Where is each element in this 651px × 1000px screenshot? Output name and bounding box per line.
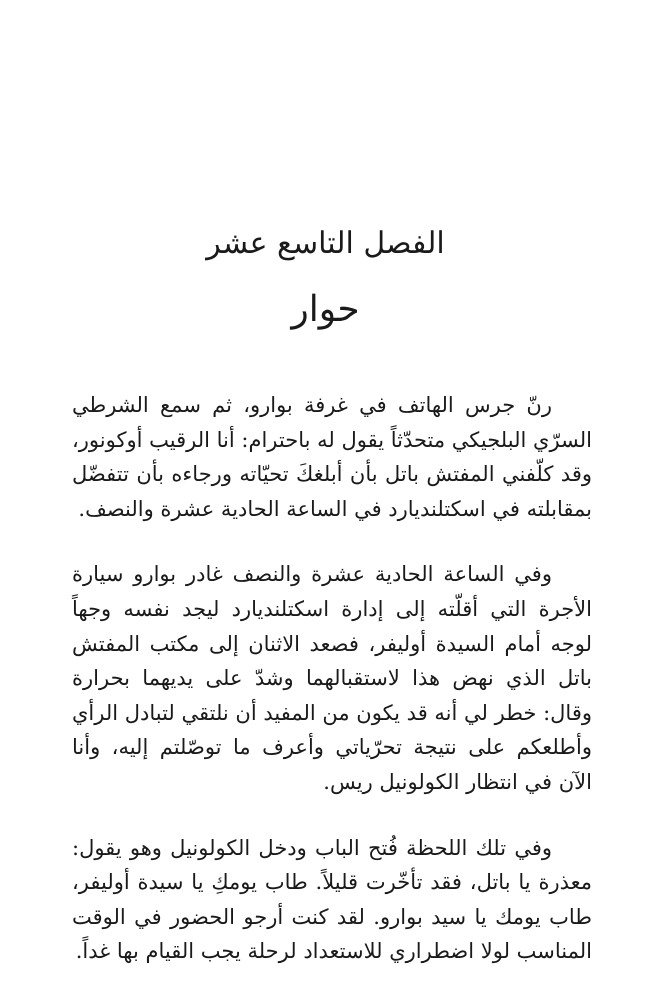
text-line: لوجه أمام السيدة أوليفر، فصعد الاثنان إلى مكتب المفتش bbox=[72, 631, 592, 656]
text-line: المناسب لولا اضطراري للاستعداد لرحلة يجب القيام بها غداً. bbox=[75, 939, 592, 964]
text-line: معذرة يا باتل، فقد تأخّرت قليلاً. طاب يومكِ يا سيدة أوليفر، bbox=[72, 870, 592, 895]
text-line: وقال: خطر لي أنه قد يكون من المفيد أن نلتقي لتبادل الرأي bbox=[71, 700, 592, 725]
paragraph-2 bbox=[72, 557, 592, 799]
text-line: الأجرة التي أقلّته إلى إدارة اسكتلنديارد ليجد نفسه وجهاً bbox=[72, 596, 592, 621]
text-line: طاب يومك يا سيد بوارو. لقد كنت أرجو الحضور في الوقت bbox=[72, 904, 592, 929]
text-line: السرّي البلجيكي متحدّثاً يقول له باحترام: أنا الرقيب أوكونور، bbox=[72, 427, 592, 452]
text-line: بمقابلته في اسكتلنديارد في الساعة الحادية عشرة والنصف. bbox=[78, 496, 592, 521]
text-line: باتل الذي نهض هذا لاستقبالهما وشدّ على يديهما بحرارة bbox=[72, 666, 592, 691]
text-line: وقد كلّفني المفتش باتل بأن أبلغكَ تحيّاته ورجاءه بأن تتفضّل bbox=[72, 462, 592, 487]
text-line: الآن في انتظار الكولونيل ريس. bbox=[323, 769, 592, 794]
text-line: وأطلعكم على نتيجة تحرّياتي وأعرف ما توصّلتم إليه، وأنا bbox=[72, 735, 592, 760]
text-line: وفي الساعة الحادية عشرة والنصف غادر بوارو سيارة bbox=[72, 562, 552, 587]
text-line: رنّ جرس الهاتف في غرفة بوارو، ثم سمع الشرطي bbox=[72, 393, 552, 417]
text-line: وفي تلك اللحظة فُتح الباب ودخل الكولونيل وهو يقول: bbox=[72, 835, 552, 860]
paragraph-3 bbox=[72, 831, 592, 969]
paragraph-1 bbox=[72, 388, 592, 526]
chapter-subtitle: حوار bbox=[291, 289, 360, 330]
chapter-title: الفصل التاسع عشر bbox=[206, 226, 445, 261]
body-text bbox=[72, 388, 592, 1000]
